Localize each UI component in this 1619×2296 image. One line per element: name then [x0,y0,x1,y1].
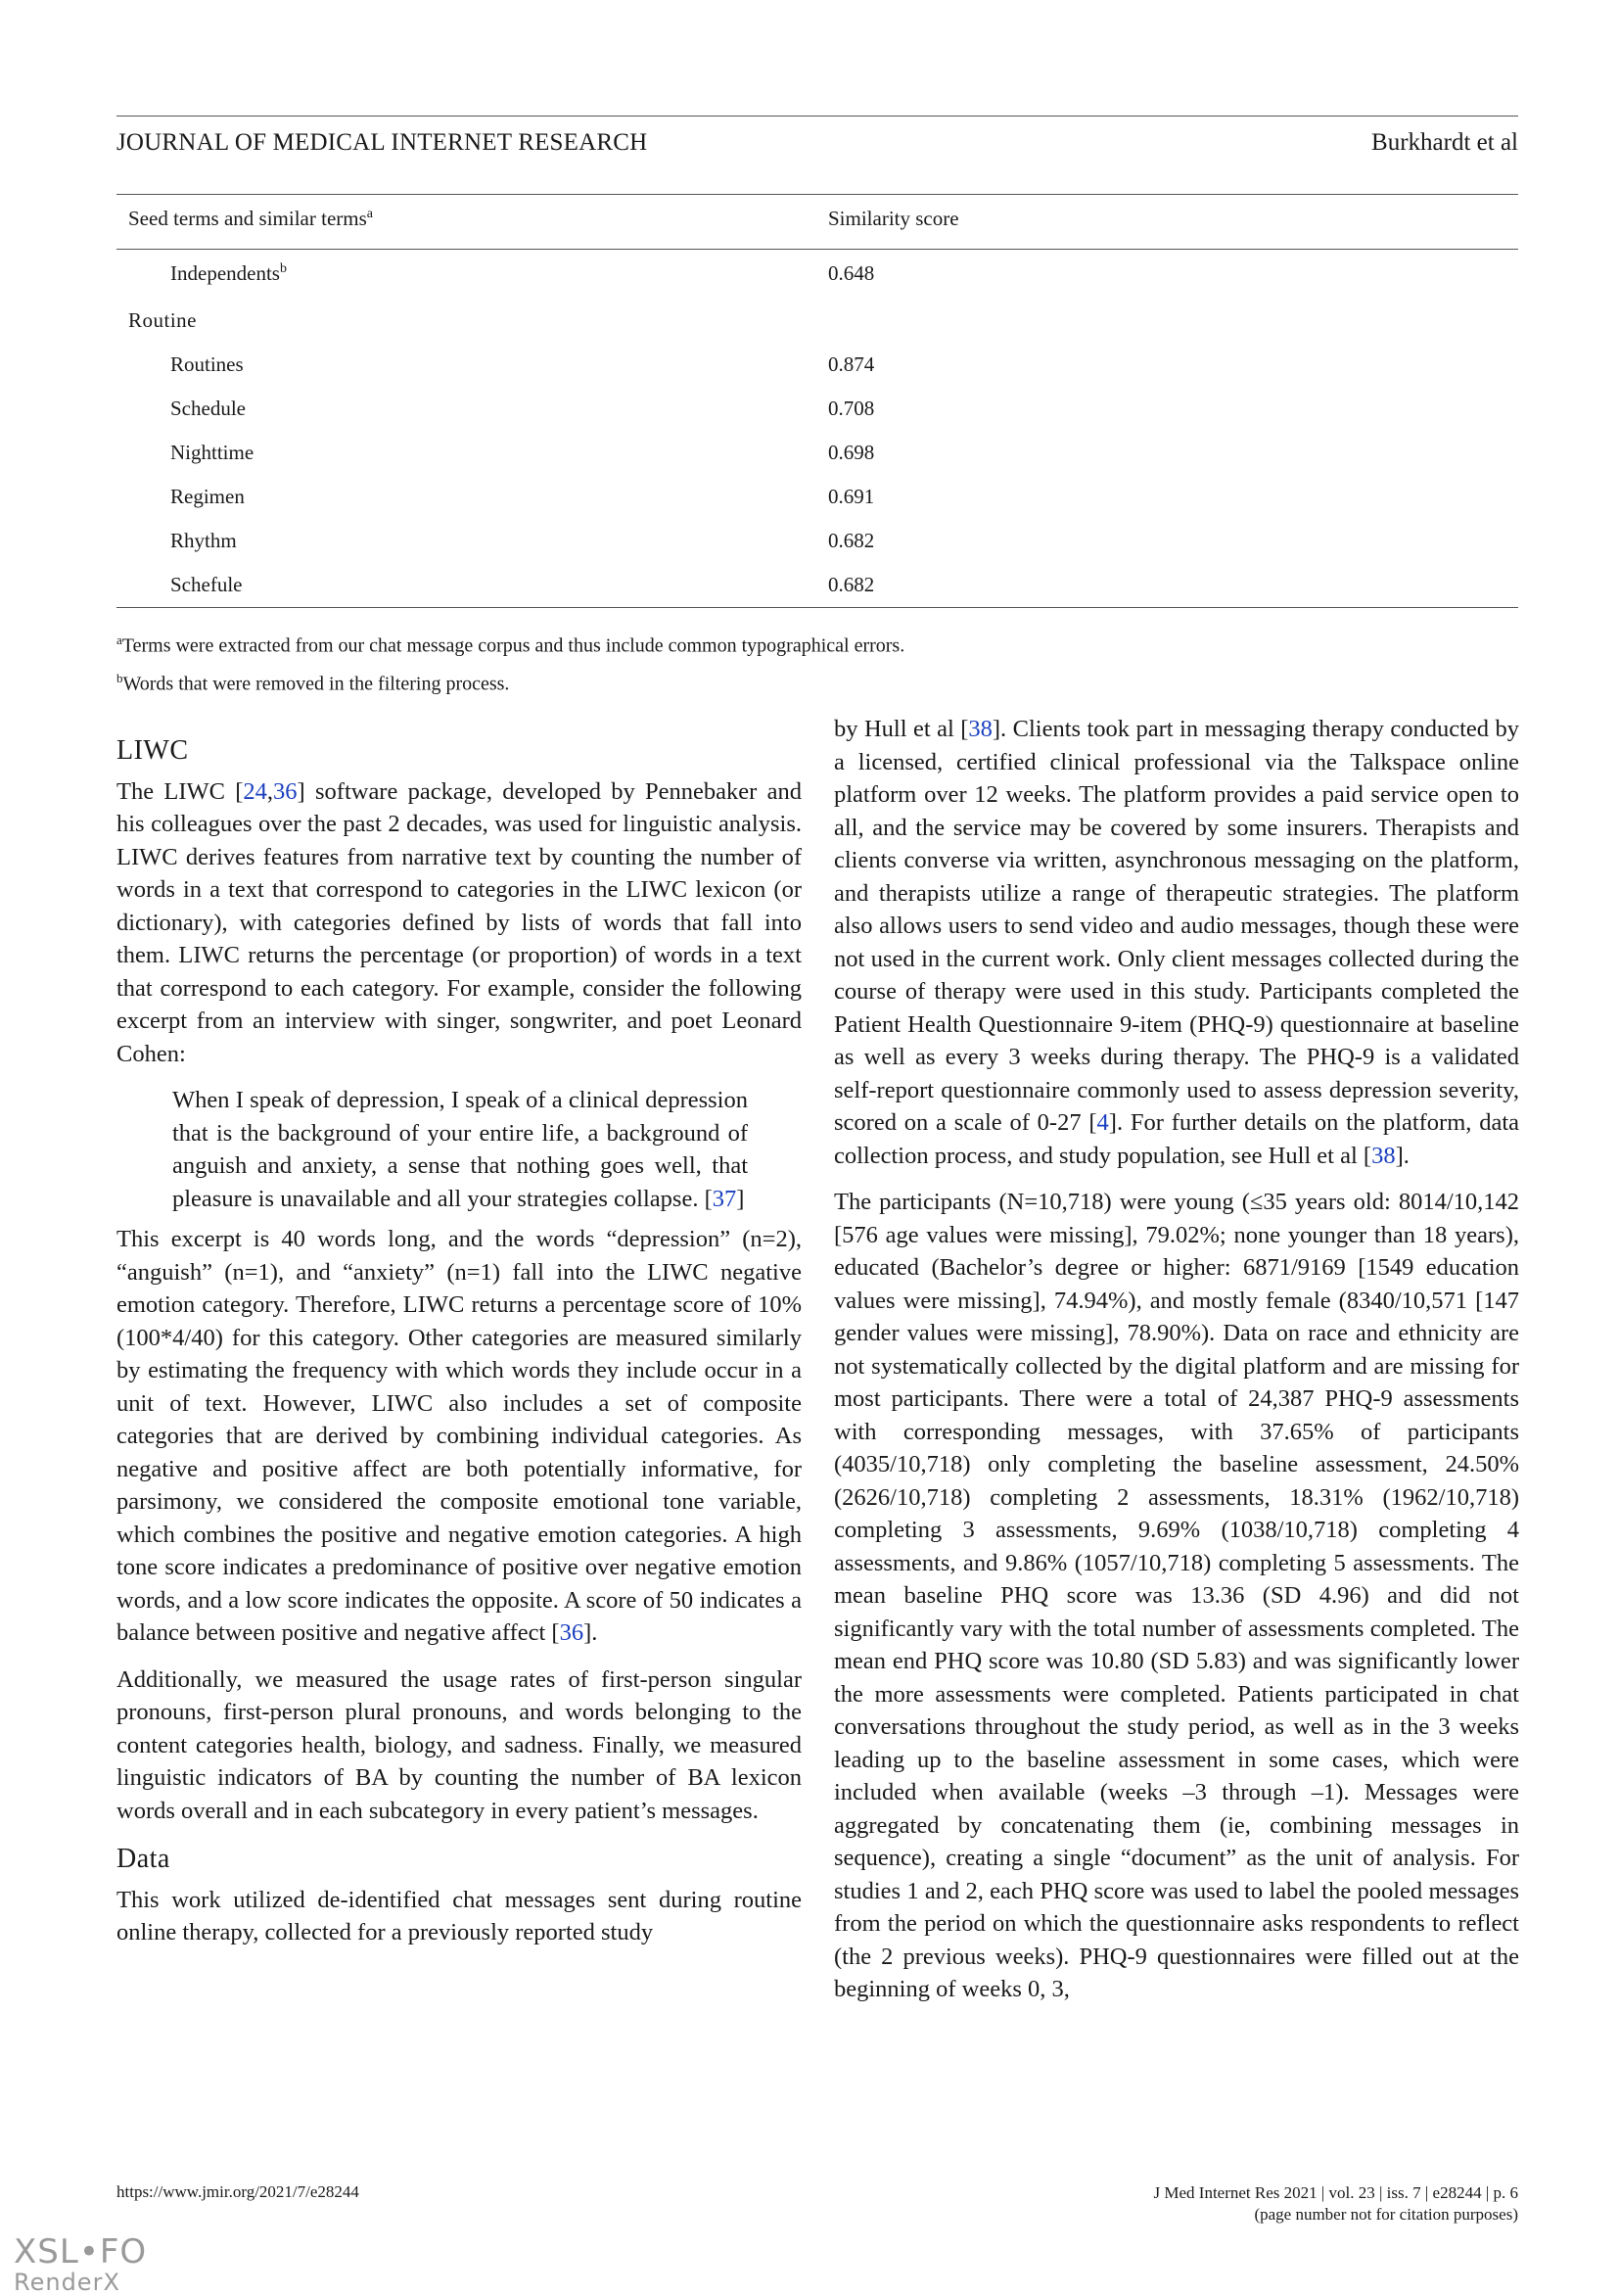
similar-term-cell: Nighttime [170,440,254,464]
similarity-score-cell: 0.874 [828,351,875,376]
similar-term-cell: Schedule [170,396,246,420]
similar-term-cell: Schefule [116,564,828,608]
table-footnotes [116,633,904,708]
table-row [116,344,1518,388]
paragraph: This excerpt is 40 words long, and the words “depression” (n=2), “anguish” (n=1), and “anxiety” (n=1) fall into the LIWC negative emotion category. Therefore, LIWC returns a percentage score of 10% (100*4/40) for this category. Other categories are measured similarly by estimating the frequency with which words they include occur in a unit of text. However, LIWC also includes a set of composite categories that are derived by combining individual categories. As negative and positive affect are both potentially informative, for parsimony, we considered the composite emotional tone variable, which combines the positive and negative emotion categories. A high tone score indicates a predominance of positive over negative emotion words, and a low score indicates the opposite. A score of 50 indicates a balance between positive and negative affect [36]. [116,1226,802,1646]
table-row [116,564,1518,608]
citation-link[interactable]: 24 [243,777,267,805]
xslfo-renderx-logo [14,2234,147,2295]
footnote-a: $^a$Terms were extracted from our chat message corpus and thus include common typographical errors. [116,633,905,657]
similar-terms-table [116,194,1518,608]
citation-link[interactable]: 38 [1371,1142,1396,1169]
citation-link[interactable]: 38 [968,716,993,742]
citation-link[interactable]: 37 [712,1185,737,1212]
left-column [116,713,802,1963]
citation-note: (page number not for citation purposes) [1254,2205,1518,2224]
footer-url[interactable]: https://www.jmir.org/2021/7/e28244 [116,2182,359,2201]
table-header-score: Similarity score [828,195,1518,250]
right-column [834,713,1519,2020]
similarity-score-cell: 0.691 [828,484,875,508]
footnote-marker: a [366,207,373,221]
logo-line-1: XSL•FO [14,2232,148,2272]
logo-line-2: RenderX [14,2269,120,2296]
similar-term-cell: Rhythm [170,528,237,552]
similar-term-cell: Independents$^b$ [170,261,287,285]
similarity-score-cell: 0.682 [828,564,1518,608]
table-row [116,388,1518,432]
block-quote: When I speak of depression, I speak of a clinical depression that is the background of your entire life, a background of anguish and anxiety, a sense that nothing goes well, that pleasure is unavailable and all your strategies collapse. [37] [172,1087,748,1212]
running-header [116,116,1518,162]
section-heading-data: Data [116,1844,170,1874]
table-row [116,300,1518,344]
similarity-score-cell: 0.682 [828,528,875,552]
paragraph: Additionally, we measured the usage rates of first-person singular pronouns, first-person plural pronouns, and words belonging to the content categories health, biology, and sadness. Finally, we measured linguistic indicators of BA by counting the number of BA lexicon words overall and in each subcategory in every patient’s messages. [116,1665,802,1824]
seed-term-cell: Routine [128,307,197,332]
table-header-row [116,195,1518,250]
similarity-score-cell: 0.648 [828,261,875,285]
citation-link[interactable]: 4 [1096,1109,1109,1136]
similar-term-cell: Routines [170,351,244,376]
citation-link[interactable]: 36 [559,1619,584,1646]
paragraph: The LIWC [24,36] software package, developed by Pennebaker and his colleagues over the past 2 decades, was used for linguistic analysis. LIWC derives features from narrative text by counting the number of words in a text that correspond to categories in the LIWC lexicon (or dictionary), with categories defined by lists of words that fall into them. LIWC returns the percentage (or proportion) of words in a text that correspond to each category. For example, consider the following excerpt from an interview with singer, songwriter, and poet Leonard Cohen: [116,777,802,1067]
table-row [116,476,1518,520]
paragraph: by Hull et al [38]. Clients took part in messaging therapy conducted by a licensed, certified clinical professional via the Talkspace online platform over 12 weeks. The platform provides a paid service open to all, and the service may be covered by some insurers. Therapists and clients converse via written, asynchronous messaging on the platform, and therapists utilize a range of therapeutic strategies. The platform also allows users to send video and audio messages, though these were not used in the current work. Only client messages collected during the course of therapy were used in this study. Participants completed the Patient Health Questionnaire 9-item (PHQ-9) questionnaire at baseline as well as every 3 weeks during therapy. The PHQ-9 is a validated self-report questionnaire commonly used to assess depression severity, scored on a scale of 0-27 [4]. For further details on the platform, data collection process, and study population, see Hull et al [38]. [834,716,1519,1169]
table-row [116,520,1518,564]
similarity-score-cell: 0.698 [828,440,875,464]
running-authors: Burkhardt et al [1371,129,1518,156]
citation-line: J Med Internet Res 2021 | vol. 23 | iss. 7 | e28244 | p. 6 [1153,2183,1518,2202]
journal-title: JOURNAL OF MEDICAL INTERNET RESEARCH [116,129,648,156]
similarity-score-cell: 0.708 [828,396,875,420]
similar-term-cell: Regimen [170,484,245,508]
footnote-marker: b [279,261,287,276]
table-row [116,250,1518,300]
section-heading-liwc: LIWC [116,735,189,766]
citation-link[interactable]: 36 [273,777,298,805]
footer-citation [1154,2182,1518,2226]
footnote-b: $^b$Words that were removed in the filtering process. [116,670,510,695]
paragraph: The participants (N=10,718) were young (≤35 years old: 8014/10,142 [576 age values were missing], 79.02%; none younger than 18 years), educated (Bachelor’s degree or higher: 6871/9169 [1549 education values were missing], 74.94%), and mostly female (8340/10,571 [147 gender values were missing], 78.90%). Data on race and ethnicity are not systematically collected by the digital platform and are missing for most participants. There were a total of 24,387 PHQ-9 assessments with corresponding messages, with 37.65% of participants (4035/10,718) only completing the baseline assessment, 24.50% (2626/10,718) completing 2 assessments, 18.31% (1962/10,718) completing 3 assessments, 9.69% (1038/10,718) completing 4 assessments, and 9.86% (1057/10,718) completing 5 assessments. The mean baseline PHQ score was 13.36 (SD 4.96) and did not significantly vary with the total number of assessments completed. The mean end PHQ score was 10.80 (SD 5.83) and was significantly lower the more assessments were completed. Patients participated in chat conversations throughout the study period, as well as in the 3 weeks leading up to the baseline assessment in some cases, which were included when available (weeks –3 through –1). Messages were aggregated by concatenating them (ie, combining messages in sequence), creating a single “document” as the unit of analysis. For studies 1 and 2, each PHQ score was used to label the pooled messages from the period on which the questionnaire asks respondents to reflect (the 2 previous weeks). PHQ-9 questionnaires were filled out at the beginning of weeks 0, 3, [834,1189,1519,2002]
paragraph: This work utilized de-identified chat messages sent during routine online therapy, collected for a previously reported study [116,1886,802,1945]
table-row [116,432,1518,476]
similarity-score-cell [828,300,1518,344]
table-header-terms: Seed terms and similar terms$^a$ [116,195,828,250]
